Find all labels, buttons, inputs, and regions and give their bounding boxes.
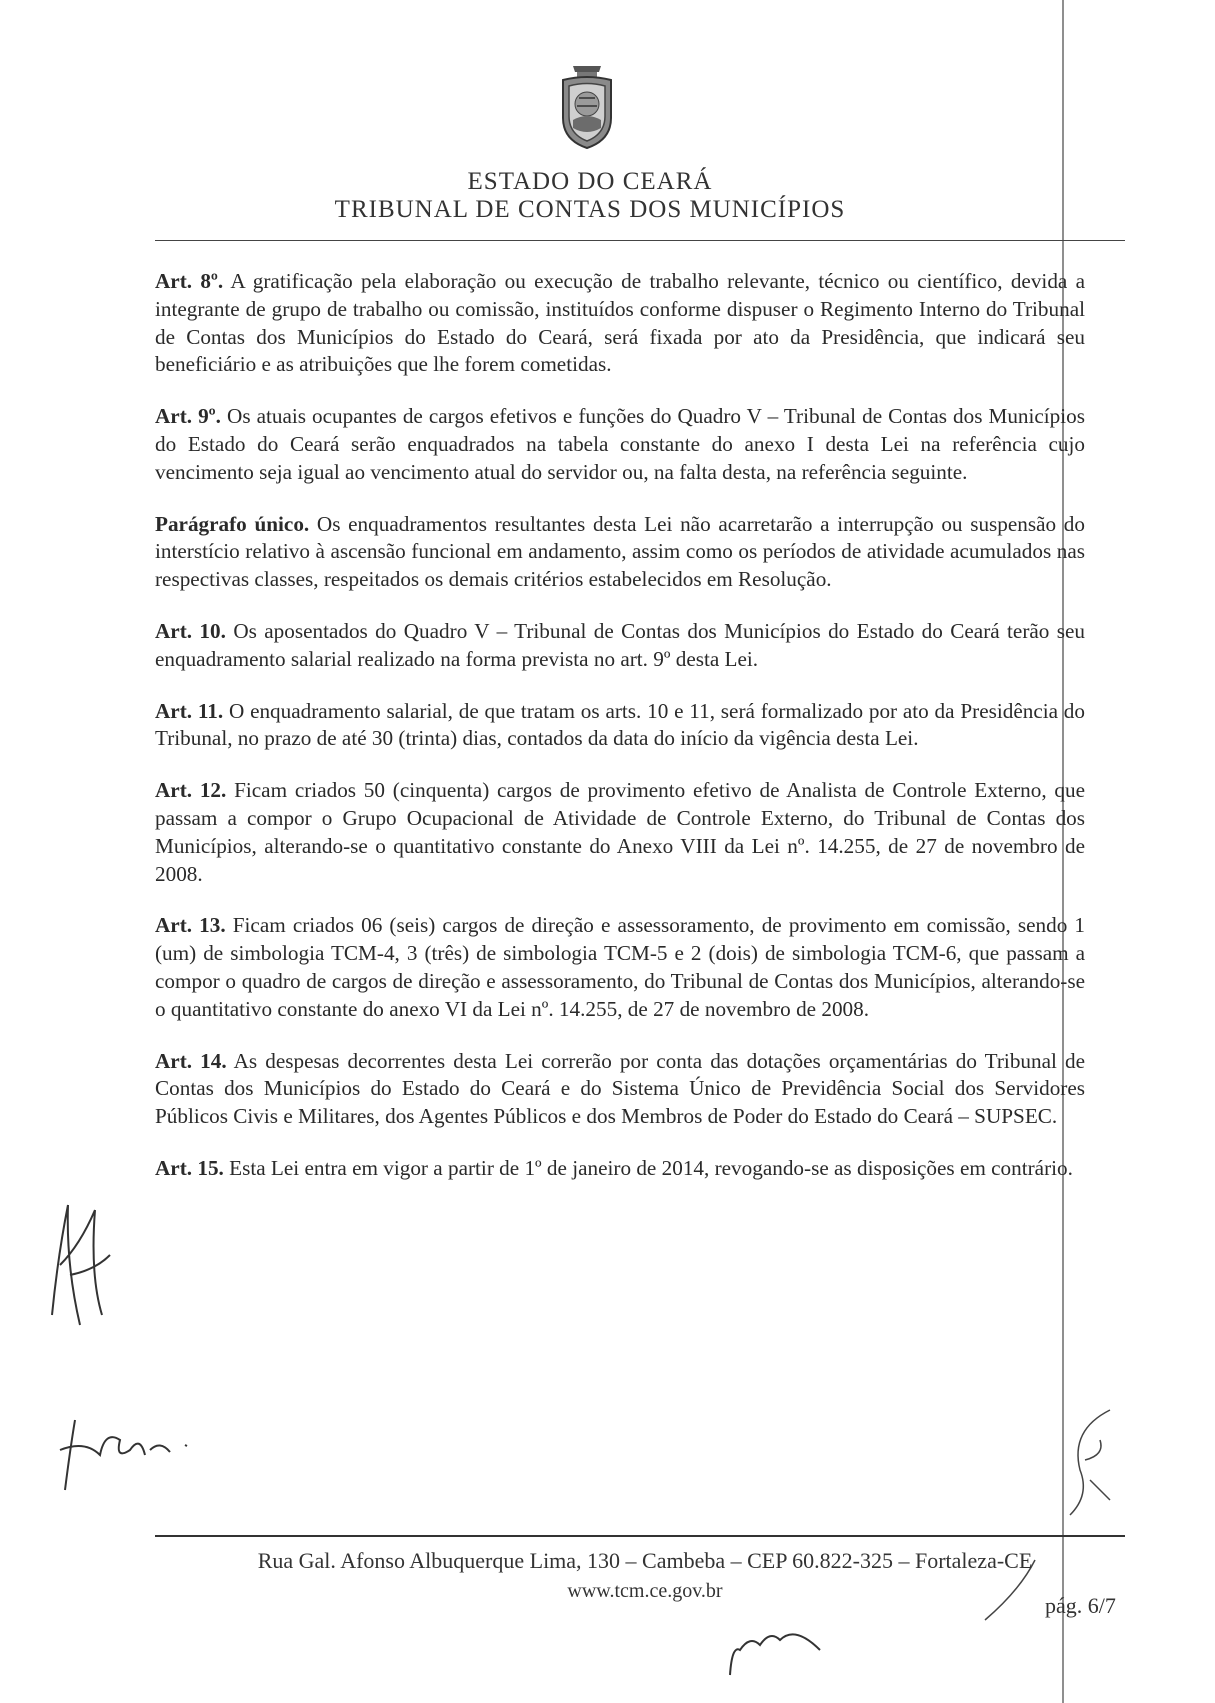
article-9 [155, 403, 1085, 486]
article-8 [155, 268, 1085, 379]
article-heading: Parágrafo único. [155, 511, 310, 536]
article-heading: Art. 12. [155, 778, 227, 803]
initials-signature-left [40, 1195, 120, 1335]
article-heading: Art. 10. [155, 618, 226, 643]
initials-signature-bottom-left [45, 1410, 195, 1500]
header-divider [155, 240, 1125, 241]
article-11 [155, 698, 1085, 754]
article-text: Os atuais ocupantes de cargos efetivos e funções do Quadro V – Tribunal de Contas dos Municípios do Estado do Ceará serão enquadrados na tabela constante do anexo I desta Lei na referência cujo vencimento seja igual ao vencimento atual do servidor ou, na falta desta, na referência seguinte. [155, 404, 1086, 484]
footer-website: www.tcm.ce.gov.br [567, 1580, 723, 1602]
article-text: Ficam criados 50 (cinquenta) cargos de provimento efetivo de Analista de Controle Externo, que passam a compor o Grupo Ocupacional de Atividade de Controle Externo, do Tribunal de Contas dos Municípios, alterando-se o quantitativo constante do Anexo VIII da Lei nº. 14.255, de 27 de novembro de 2008. [155, 778, 1085, 886]
article-text: Esta Lei entra em vigor a partir de 1º de janeiro de 2014, revogando-se as disposições em contrário. [229, 1155, 1073, 1180]
document-body [155, 268, 1085, 1207]
initials-signature-bottom [720, 1615, 840, 1685]
article-heading: Art. 9º. [155, 404, 221, 429]
article-text: O enquadramento salarial, de que tratam os arts. 10 e 11, será formalizado por ato da Presidência do Tribunal, no prazo de até 30 (trinta) dias, contados da data do início da vigência desta Lei. [155, 698, 1085, 751]
article-10 [155, 618, 1085, 674]
article-12 [155, 777, 1085, 888]
page-number: pág. 6/7 [1045, 1593, 1116, 1618]
article-13 [155, 912, 1085, 1023]
article-heading: Art. 13. [155, 913, 226, 938]
article-heading: Art. 8º. [155, 269, 224, 293]
article-15 [155, 1155, 1085, 1183]
article-text: A gratificação pela elaboração ou execução de trabalho relevante, técnico ou científico, devida a integrante de grupo de trabalho ou comissão, instituídos conforme dispuser o Regimento Interno do Tribunal de Contas dos Municípios do Estado do Ceará, será fixada por ato da Presidência, que indicará seu beneficiário e as atribuições que lhe forem cometidas. [155, 269, 1086, 377]
article-text: Ficam criados 06 (seis) cargos de direção e assessoramento, de provimento em comissão, sendo 1 (um) de simbologia TCM-4, 3 (três) de simbologia TCM-5 e 2 (dois) de simbologia TCM-6, que passam a compor o quadro de cargos de direção e assessoramento, do Tribunal de Contas dos Municípios, alterando-se o quantitativo constante do anexo VI da Lei nº. 14.255, de 27 de novembro de 2008. [155, 913, 1085, 1021]
article-text: Os enquadramentos resultantes desta Lei não acarretarão a interrupção ou suspensão do interstício relativo à ascensão funcional em andamento, assim como os períodos de atividade acumulados nas respectivas classes, respeitados os demais critérios estabelecidos em Resolução. [155, 511, 1085, 592]
article-heading: Art. 15. [155, 1155, 224, 1180]
initials-signature-right [1050, 1400, 1125, 1520]
article-text: Os aposentados do Quadro V – Tribunal de Contas dos Municípios do Estado do Ceará terão seu enquadramento salarial realizado na forma prevista no art. 9º desta Lei. [155, 618, 1085, 671]
header-state-name: ESTADO DO CEARÁ [467, 168, 713, 195]
article-heading: Art. 11. [155, 698, 224, 723]
article-14 [155, 1048, 1085, 1131]
article-text: As despesas decorrentes desta Lei correrão por conta das dotações orçamentárias do Tribunal de Contas dos Municípios do Estado do Ceará e do Sistema Único de Previdência Social dos Servidores Públicos Civis e Militares, dos Agentes Públicos e dos Membros de Poder do Estado do Ceará – SUPSEC. [155, 1048, 1085, 1129]
state-coat-of-arms-icon [555, 62, 619, 152]
article-heading: Art. 14. [155, 1048, 227, 1073]
paragrafo-unico [155, 511, 1085, 594]
footer-address: Rua Gal. Afonso Albuquerque Lima, 130 – Cambeba – CEP 60.822-325 – Fortaleza-CE [257, 1548, 1033, 1573]
footer-divider [155, 1535, 1125, 1537]
header-court-name: TRIBUNAL DE CONTAS DOS MUNICÍPIOS [334, 196, 846, 223]
